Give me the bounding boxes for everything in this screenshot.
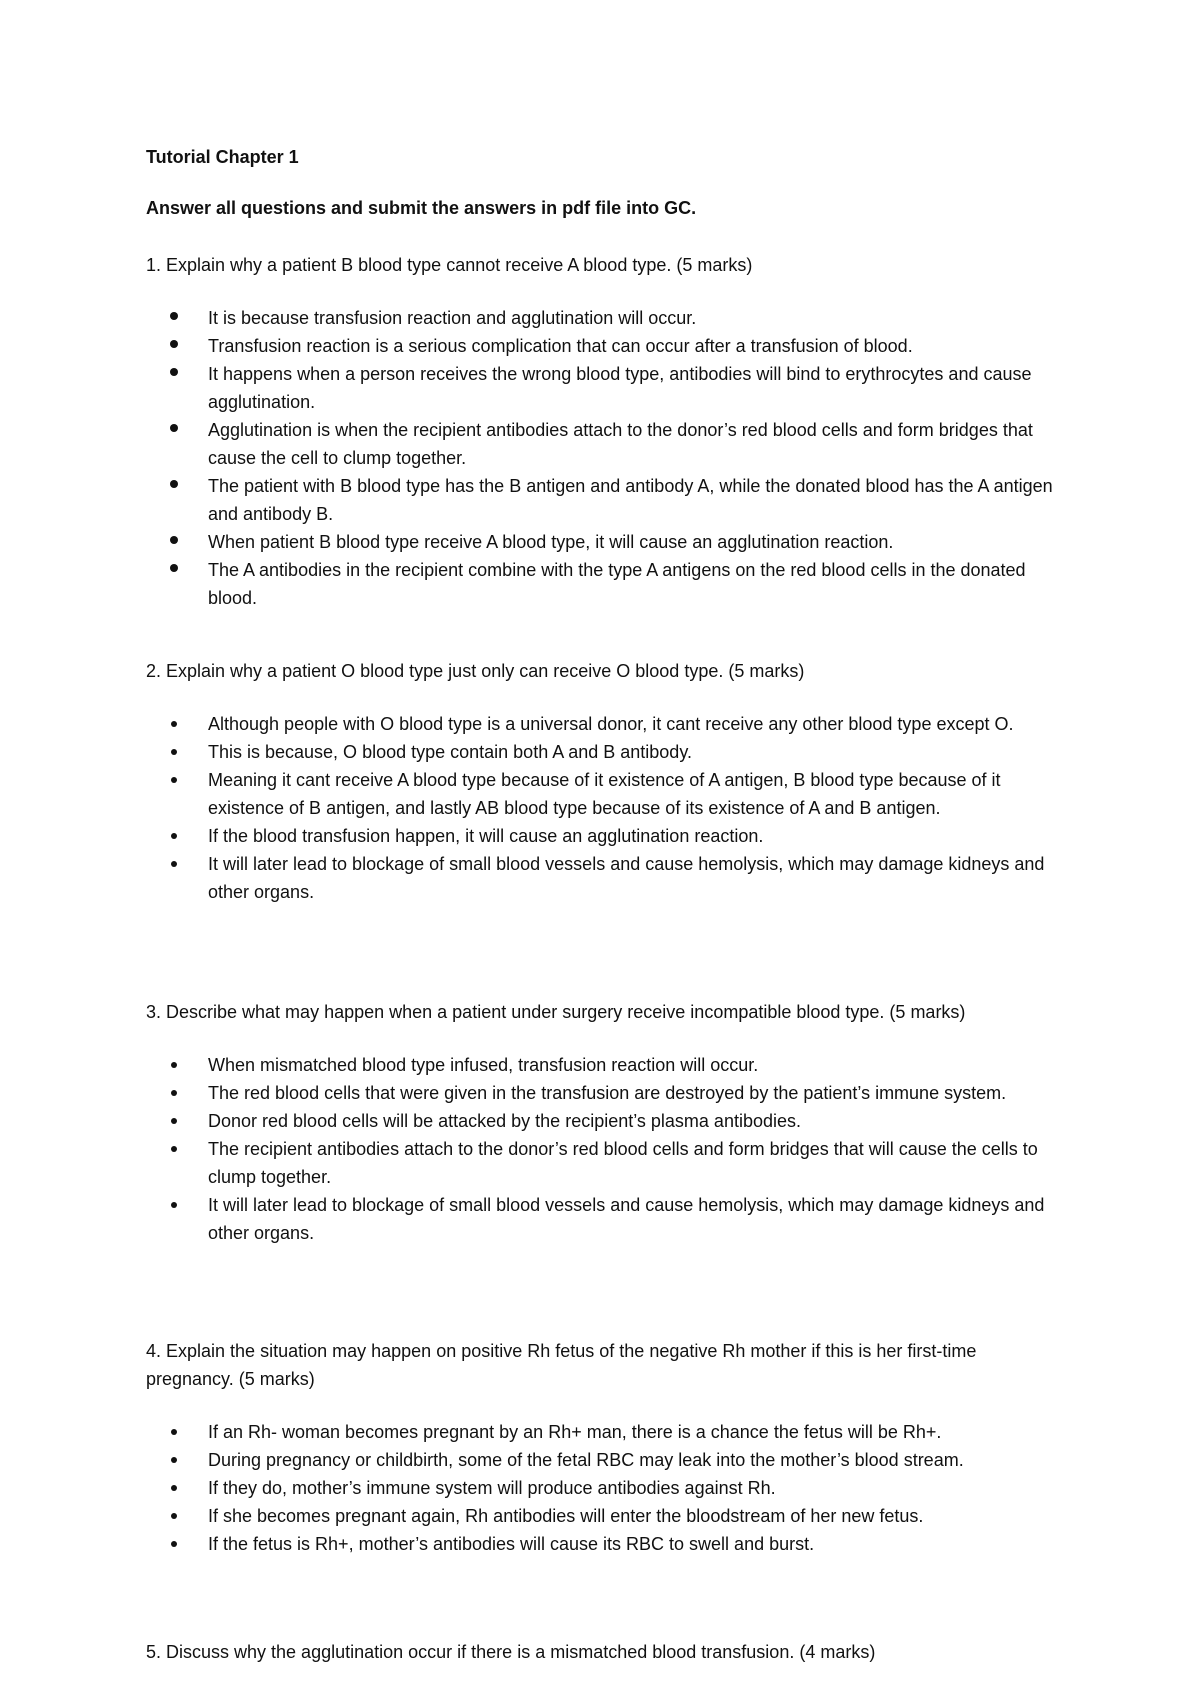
answer-bullet: Transfusion reaction is a serious complication that can occur after a transfusion of blood. — [146, 332, 1066, 360]
answer-bullet: If they do, mother’s immune system will produce antibodies against Rh. — [146, 1474, 1066, 1502]
document-title: Tutorial Chapter 1 — [146, 147, 299, 167]
answer-bullet: Although people with O blood type is a universal donor, it cant receive any other blood type except O. — [146, 710, 1066, 738]
answer-bullet: Meaning it cant receive A blood type because of it existence of A antigen, B blood type because of it existence of B antigen, and lastly AB blood type because of its existence of A and B antigen. — [146, 766, 1066, 822]
answer-bullet: The red blood cells that were given in the transfusion are destroyed by the patient’s immune system. — [146, 1079, 1066, 1107]
answer-bullet: When patient B blood type receive A blood type, it will cause an agglutination reaction. — [146, 528, 1066, 556]
question-4-text: 4. Explain the situation may happen on positive Rh fetus of the negative Rh mother if this is her first-time pregnancy. (5 marks) — [146, 1341, 977, 1389]
answer-bullet: Donor red blood cells will be attacked by the recipient’s plasma antibodies. — [146, 1107, 1066, 1135]
question-5-text: 5. Discuss why the agglutination occur if there is a mismatched blood transfusion. (4 marks) — [146, 1642, 876, 1662]
answer-bullet: It will later lead to blockage of small blood vessels and cause hemolysis, which may damage kidneys and other organs. — [146, 850, 1066, 906]
answer-bullet: The patient with B blood type has the B antigen and antibody A, while the donated blood has the A antigen and antibody B. — [146, 472, 1066, 528]
question-4 — [146, 1337, 1066, 1558]
answer-bullet: If she becomes pregnant again, Rh antibodies will enter the bloodstream of her new fetus. — [146, 1502, 1066, 1530]
document-content — [146, 143, 1066, 1662]
answer-bullet: This is because, O blood type contain both A and B antibody. — [146, 738, 1066, 766]
instruction-text: Answer all questions and submit the answers in pdf file into GC. — [146, 198, 697, 218]
question-4-answers — [146, 1418, 1066, 1558]
answer-bullet: It happens when a person receives the wrong blood type, antibodies will bind to erythrocytes and cause agglutination. — [146, 360, 1066, 416]
question-1-answers — [146, 304, 1066, 612]
answer-bullet: During pregnancy or childbirth, some of the fetal RBC may leak into the mother’s blood stream. — [146, 1446, 1066, 1474]
question-1 — [146, 251, 1066, 612]
answer-bullet: If the blood transfusion happen, it will cause an agglutination reaction. — [146, 822, 1066, 850]
answer-bullet: The A antibodies in the recipient combine with the type A antigens on the red blood cells in the donated blood. — [146, 556, 1066, 612]
answer-bullet: It will later lead to blockage of small blood vessels and cause hemolysis, which may damage kidneys and other organs. — [146, 1191, 1066, 1247]
question-2 — [146, 657, 1066, 906]
answer-bullet: If an Rh- woman becomes pregnant by an Rh+ man, there is a chance the fetus will be Rh+. — [146, 1418, 1066, 1446]
answer-bullet: When mismatched blood type infused, transfusion reaction will occur. — [146, 1051, 1066, 1079]
question-1-text: 1. Explain why a patient B blood type cannot receive A blood type. (5 marks) — [146, 255, 753, 275]
answer-bullet: The recipient antibodies attach to the donor’s red blood cells and form bridges that will cause the cells to clump together. — [146, 1135, 1066, 1191]
answer-bullet: Agglutination is when the recipient antibodies attach to the donor’s red blood cells and form bridges that cause the cell to clump together. — [146, 416, 1066, 472]
question-5 — [146, 1638, 1066, 1666]
question-3 — [146, 998, 1066, 1247]
question-2-answers — [146, 710, 1066, 906]
answer-bullet: If the fetus is Rh+, mother’s antibodies will cause its RBC to swell and burst. — [146, 1530, 1066, 1558]
question-2-text: 2. Explain why a patient O blood type just only can receive O blood type. (5 marks) — [146, 661, 805, 681]
answer-bullet: It is because transfusion reaction and agglutination will occur. — [146, 304, 1066, 332]
question-3-text: 3. Describe what may happen when a patient under surgery receive incompatible blood type. (5 marks) — [146, 1002, 966, 1022]
question-3-answers — [146, 1051, 1066, 1247]
